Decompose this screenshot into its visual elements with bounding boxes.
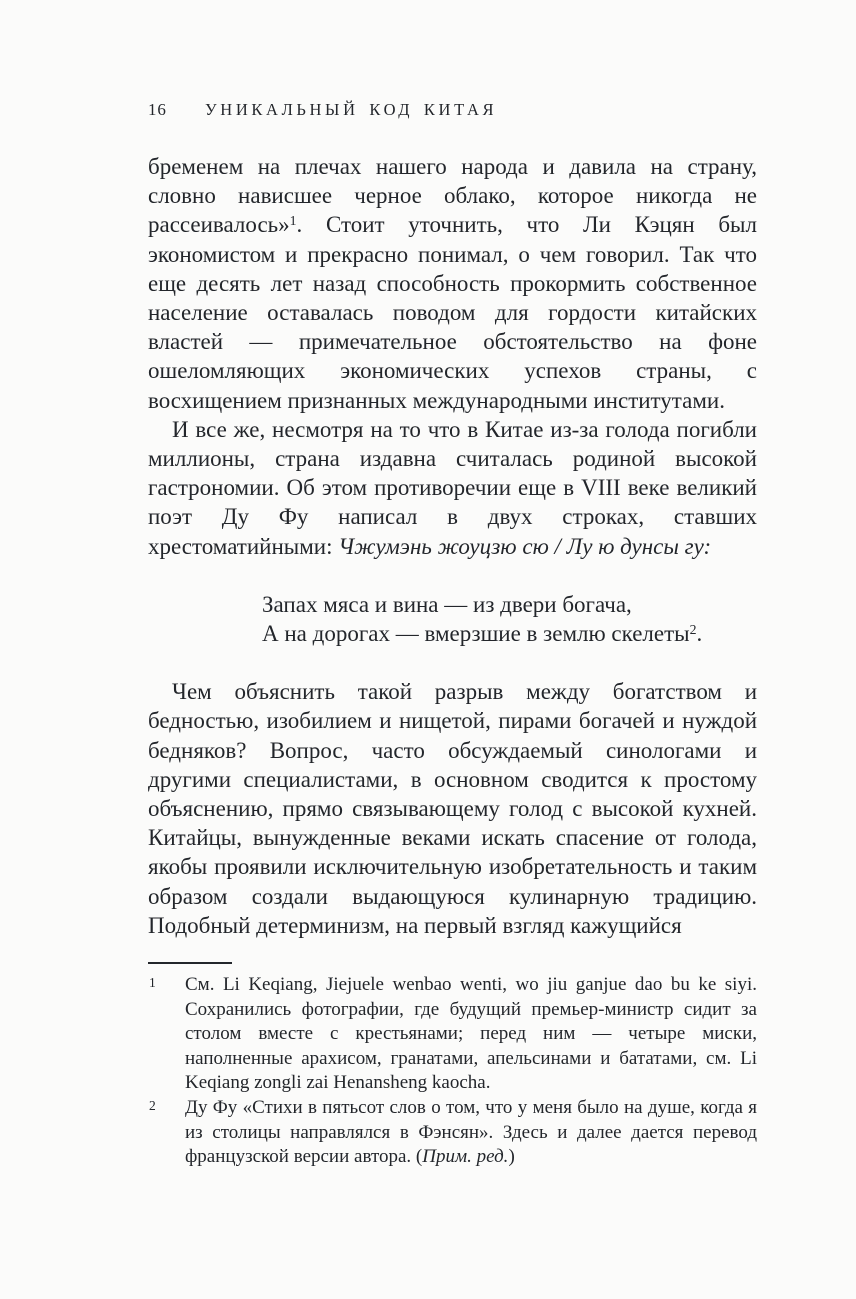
body-paragraph xyxy=(148,677,757,940)
text-run: . xyxy=(696,621,703,647)
text-run: Чем объяснить такой разрыв между богатством и бедностью, изобилием и нищетой, пирами богачей и нуждой бедняков? Вопрос, часто обсуждаемый синологами и другими специалистами, в основном сводится к простому объяснению, прямо связывающему голод с высокой кухней. Китайцы, вынужденные веками искать спасение от голода, якобы проявили исключительную изобретательность и таким образом создали выдающуюся кулинарную традицию. Подобный детерминизм, на первый взгляд кажущийся xyxy=(148,679,757,938)
page-number: 16 xyxy=(148,100,167,119)
running-head: УНИКАЛЬНЫЙ КОД КИТАЯ xyxy=(205,100,498,119)
text-run: Ду Фу «Стихи в пятьсот слов о том, что у меня было на душе, когда я из столицы направлялся в Фэнсян». Здесь и далее дается перевод французской версии автора. ( xyxy=(185,1097,757,1168)
footnote-list xyxy=(148,973,757,1170)
footnote-reference: 1 xyxy=(289,213,297,229)
text-block xyxy=(148,100,757,1170)
text-run: А на дорогах — вмерзшие в землю скелеты xyxy=(262,621,690,647)
text-run: И все же, несмотря на то что в Китае из-за голода погибли миллионы, страна издавна считалась родиной высокой гастрономии. Об этом противоречии еще в VIII веке великий поэт Ду Фу написал в двух строках, ставших хрестоматийными: xyxy=(148,416,757,559)
footnote-marker: 2 xyxy=(149,1098,156,1114)
footnote xyxy=(148,973,757,1096)
text-run: Запах мяса и вина — из двери богача, xyxy=(262,591,632,617)
body-paragraph xyxy=(148,415,757,561)
footnote-reference: 2 xyxy=(689,622,697,638)
footnote-separator-rule xyxy=(148,962,232,964)
footnote xyxy=(148,1096,757,1170)
page-header xyxy=(148,100,757,120)
verse-quote xyxy=(148,590,757,648)
italic-text: Чжумэнь жоуцзю сю / Лу ю дунсы гу: xyxy=(338,533,712,559)
footnote-text xyxy=(185,1097,757,1167)
footnote-marker: 1 xyxy=(149,975,156,991)
text-run: . Стоит уточнить, что Ли Кэцян был экономистом и прекрасно понимал, о чем говорил. Так что еще десять лет назад способность прокормить собственное население оставалась поводом для гордости китайских властей — примечательное обстоятельство на фоне ошеломляющих экономических успехов страны, с восхищением признанных международными институтами. xyxy=(148,212,757,413)
body-text xyxy=(148,152,757,940)
footnotes-section xyxy=(148,962,757,1170)
text-run: бременем на плечах нашего народа и давила на страну, словно нависшее черное облако, которое никогда не рассеивалось» xyxy=(148,154,757,238)
text-run: ) xyxy=(508,1146,515,1168)
footnote-text xyxy=(185,974,757,1093)
text-run: См. Li Keqiang, Jiejuele wenbao wenti, wo jiu ganjue dao bu ke siyi. Сохранились фотографии, где будущий премьер-министр сидит за столом вместе с крестьянами; перед ним — четыре миски, наполненные арахисом, гранатами, апельсинами и бататами, см. Li Keqiang zongli zai Henansheng kaocha. xyxy=(185,974,757,1094)
body-paragraph xyxy=(148,152,757,415)
verse-line xyxy=(262,619,757,648)
italic-text: Прим. ред. xyxy=(422,1146,509,1168)
verse-line xyxy=(262,590,757,619)
